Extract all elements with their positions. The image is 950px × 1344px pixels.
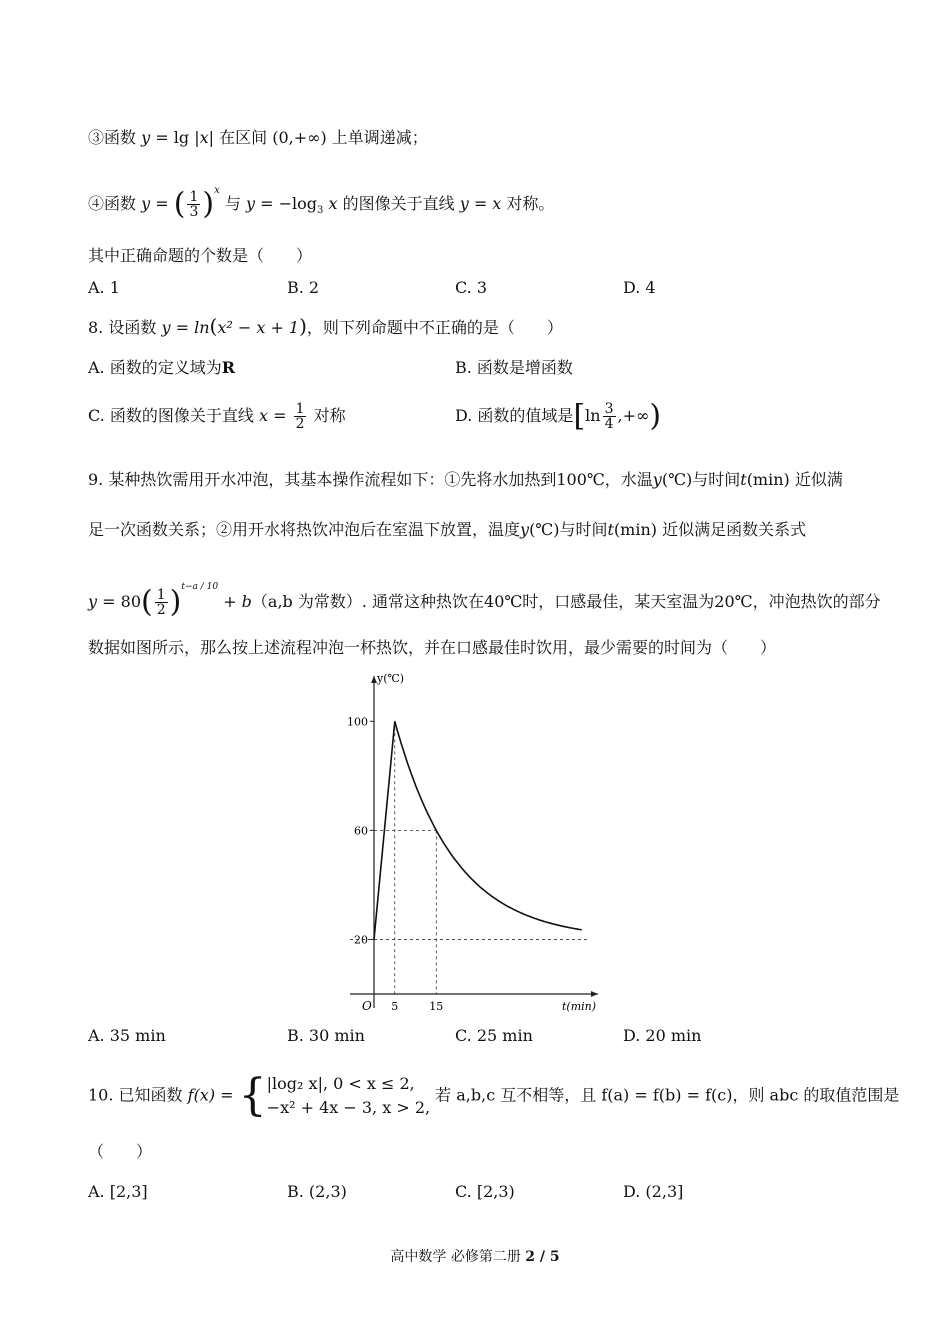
q9-line4: 数据如图所示，那么按上述流程冲泡一杯热饮，并在口感最佳时饮用，最少需要的时间为（ ）	[88, 638, 777, 657]
q9-line3-fraction: $\frac{1}{2}$	[156, 587, 166, 618]
q9-line1-y: y	[652, 470, 662, 489]
q7-option-c[interactable]: C. 3	[455, 278, 488, 297]
q7-item3-eq: = lg	[155, 128, 190, 147]
q8-stem: 8. 设函数 y = ln(x² − x + 1)，则下列命题中不正确的是（ ）	[88, 314, 563, 338]
q10-option-c[interactable]: C. [2,3)	[455, 1182, 515, 1201]
q10-option-a[interactable]: A. [2,3]	[88, 1182, 148, 1201]
q7-item3-x: x	[199, 128, 209, 147]
q9-line1-c: (min) 近似满	[746, 470, 843, 489]
series-heating	[374, 721, 395, 939]
q8-option-a-R: R	[221, 358, 236, 377]
q9-line2-y: y	[520, 520, 530, 539]
q9-line1	[88, 468, 843, 492]
q8-option-d-tail: ,+∞	[617, 406, 650, 425]
q8-option-d-fraction: $\frac{3}{4}$	[604, 401, 614, 432]
q8-stem-lead: 8. 设函数	[88, 318, 157, 337]
q8-option-d-ln: ln	[585, 406, 601, 425]
q7-item4-exp: x	[214, 185, 220, 196]
q9-line1-t: t	[740, 470, 747, 489]
x-axis-label: t(min)	[562, 1000, 597, 1013]
q7-item3-tail: 在区间 (0,+∞) 上单调递减；	[219, 128, 428, 147]
q9-line2-unit: (℃)	[529, 520, 560, 539]
footer-page-number: 2 / 5	[525, 1249, 560, 1265]
q9-option-a[interactable]: A. 35 min	[88, 1026, 166, 1045]
q9-line3-tail: （a,b 为常数）. 通常这种热饮在40℃时，口感最佳，某天室温为20℃，冲泡热饮的部分	[251, 592, 881, 611]
q9-line2-t: t	[607, 520, 614, 539]
q9-line3-y: y	[88, 592, 98, 611]
q9-option-c[interactable]: C. 25 min	[455, 1026, 533, 1045]
x-tick-label-1: 15	[429, 1000, 444, 1013]
q8-stem-tail: ，则下列命题中不正确的是（ ）	[306, 318, 563, 337]
q7-option-d[interactable]: D. 4	[623, 278, 656, 297]
q7-item4-line-eq: y = x	[459, 194, 502, 213]
q7-option-b[interactable]: B. 2	[287, 278, 320, 297]
q9-line2	[88, 518, 806, 542]
y-tick-label-0: 100	[347, 715, 368, 729]
q9-chart	[340, 668, 610, 1018]
q8-stem-func: y = ln	[161, 318, 210, 337]
q9-option-d[interactable]: D. 20 min	[623, 1026, 702, 1045]
q9-line1-unit: (℃)	[661, 470, 693, 489]
q8-option-b[interactable]: B. 函数是增函数	[455, 358, 573, 377]
q10-case2: −x² + 4x − 3, x > 2,	[266, 1098, 431, 1117]
y-tick-label-1: 60	[354, 824, 368, 838]
q9-line1-a: 9. 某种热饮需用开水冲泡，其基本操作流程如下：①先将水加热到100℃，水温	[88, 470, 653, 489]
q9-line3: y = 80( $\frac{1}{2}$ )$^{t-a / 10}$ + b（a,b 为常数）. 通常这种热饮在40℃时，口感最佳，某天室温为20℃，冲泡热饮的部分	[88, 582, 881, 620]
q7-item4-rhs-log: = −log	[260, 194, 317, 213]
q9-line3-eq: = 80	[102, 592, 141, 611]
q8-option-c-eq: x =	[258, 406, 287, 425]
q10-stem-f: f(x) =	[187, 1085, 234, 1105]
q7-item4-mark: ④函数	[88, 194, 137, 213]
origin-label: O	[362, 999, 372, 1013]
q9-line3-exp: t−a / 10	[181, 582, 219, 592]
q10-cases	[267, 1072, 430, 1120]
q9-option-b[interactable]: B. 30 min	[287, 1026, 365, 1045]
q8-option-a[interactable]	[88, 356, 235, 380]
q7-ask: 其中正确命题的个数是（ ）	[88, 246, 313, 265]
q8-option-c-tail: 对称	[313, 406, 346, 425]
q7-option-a[interactable]: A. 1	[88, 278, 120, 297]
q9-line3-plus: + b	[223, 592, 252, 611]
q10-paren: （ ）	[88, 1142, 153, 1161]
q8-option-d-text: D. 函数的值域是	[455, 406, 574, 425]
q9-line2-b: 与时间	[559, 520, 608, 539]
q8-option-d[interactable]: D. 函数的值域是[ln $\frac{3}{4}$ ,+∞)	[455, 398, 662, 434]
q7-item3: ③函数 y = lg |x| 在区间 (0,+∞) 上单调递减；	[88, 128, 428, 147]
q7-item3-lhs: y	[141, 128, 151, 147]
q9-line2-a: 足一次函数关系；②用开水将热饮冲泡后在室温下放置，温度	[88, 520, 521, 539]
q10-stem: 10. 已知函数 f(x) = { |log₂ x|, 0 < x ≤ 2, −x² + 4x − 3, x > 2, 若 a,b,c 互不相等，且 f(a) = f(b) = f(c)，则 abc 的取值范围是	[88, 1070, 900, 1121]
y-axis-label: y(℃)	[377, 672, 405, 685]
q10-stem-lead: 10. 已知函数	[88, 1085, 183, 1105]
q9-line1-b: 与时间	[692, 470, 741, 489]
x-tick-label-0: 5	[391, 1000, 399, 1013]
q8-option-c[interactable]	[88, 402, 346, 431]
q7-item4-rhs-x: x	[328, 194, 338, 213]
q7-item4-eq: =	[155, 194, 169, 213]
q7-item4-rhs-y: y	[245, 194, 255, 213]
q7-item3-mark: ③函数	[88, 128, 137, 147]
q8-option-c-text: C. 函数的图像关于直线	[88, 406, 254, 425]
page-footer	[0, 1246, 950, 1266]
q9-line2-c: (min) 近似满足函数关系式	[613, 520, 807, 539]
footer-text: 高中数学 必修第二册	[390, 1249, 521, 1265]
q10-stem-tail: 若 a,b,c 互不相等，且 f(a) = f(b) = f(c)，则 abc 的取值范围是	[435, 1085, 900, 1105]
q8-option-a-text: A. 函数的定义域为	[88, 358, 222, 377]
q7-item4-rhs-base: 3	[316, 205, 324, 216]
q10-option-d[interactable]: D. (2,3]	[623, 1182, 684, 1201]
x-axis-arrow	[591, 991, 598, 997]
q7-item4-fraction: $\frac{1}{3}$	[189, 189, 199, 220]
q7-item4-tail1: 的图像关于直线	[342, 194, 455, 213]
q7-item4-lhs: y	[141, 194, 151, 213]
q8-option-c-fraction: $\frac{1}{2}$	[295, 401, 305, 432]
q7-item4-tail2: 对称。	[506, 194, 555, 213]
y-tick-label-2: 20	[354, 933, 368, 947]
q10-option-b[interactable]: B. (2,3)	[287, 1182, 347, 1201]
q10-case1: |log₂ x|, 0 < x ≤ 2,	[266, 1074, 415, 1093]
series-cooling	[395, 721, 582, 930]
q7-item4-mid: 与	[224, 194, 241, 213]
q8-stem-inner: x² − x + 1	[217, 318, 300, 337]
q7-item4: ④函数 y = ( $\frac{1}{3}$ )$^x$ 与 $y = -\log_3$ x 的图像关于直线 y = x 对称。	[88, 185, 555, 222]
